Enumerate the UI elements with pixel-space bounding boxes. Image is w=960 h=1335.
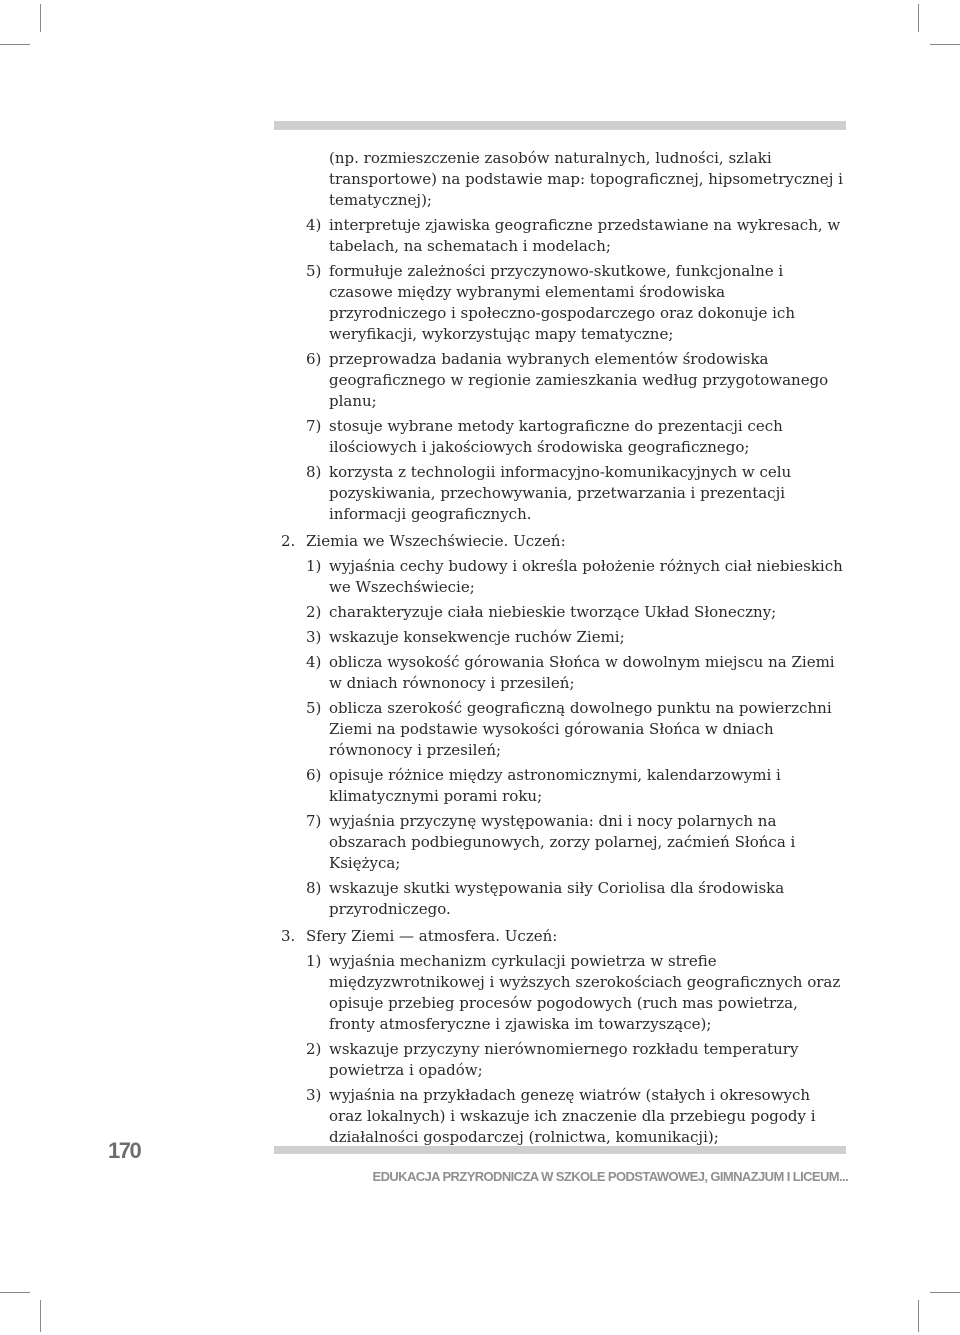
item-text: opisuje różnice między astronomicznymi, kalendarzowymi i klimatycznymi porami roku; [329, 766, 781, 805]
list-item [306, 951, 846, 1035]
item-text: oblicza szerokość geograficzną dowolnego punktu na powierzchni Ziemi na podstawie wysokości górowania Słońca w dniach równonocy i przesileń; [329, 699, 832, 759]
item-number: 2) [306, 1040, 322, 1058]
crop-mark [930, 1292, 960, 1293]
crop-mark [40, 1300, 41, 1332]
item-text: wyjaśnia na przykładach genezę wiatrów (stałych i okresowych oraz lokalnych) i wskazuje ich znaczenie dla przebiegu pogody i działalności gospodarczej (rolnictwa, komunikacji); [329, 1086, 816, 1146]
crop-mark [0, 44, 30, 45]
item-number: 4) [306, 216, 322, 234]
item-number: 6) [306, 766, 322, 784]
list-section-2 [306, 556, 846, 920]
footer-rule [274, 1146, 846, 1154]
item-number: 7) [306, 417, 322, 435]
crop-mark [918, 1300, 919, 1332]
item-number: 3) [306, 628, 322, 646]
item-number: 8) [306, 879, 322, 897]
item-text: wyjaśnia przyczynę występowania: dni i nocy polarnych na obszarach podbiegunowych, zorzy polarnej, zaćmień Słońca i Księżyca; [329, 812, 796, 872]
list-item [306, 1085, 846, 1148]
lead-paragraph: (np. rozmieszczenie zasobów naturalnych, ludności, szlaki transportowe) na podstawie map: topograficznej, hipsometrycznej i tematycznej); [329, 149, 843, 209]
section-2-heading [281, 531, 846, 552]
item-text: stosuje wybrane metody kartograficzne do prezentacji cech ilościowych i jakościowych środowiska geograficznego; [329, 417, 783, 456]
list-item [306, 698, 846, 761]
section-title: Ziemia we Wszechświecie. Uczeń: [306, 532, 566, 550]
list-item [306, 878, 846, 920]
crop-mark [40, 4, 41, 32]
item-text: wyjaśnia mechanizm cyrkulacji powietrza w strefie międzyzwrotnikowej i wyższych szerokościach geograficznych oraz opisuje przebieg procesów pogodowych (ruch mas powietrza, fronty atmosferyczne i zjawiska im towarzyszące); [329, 952, 841, 1033]
item-text: wskazuje skutki występowania siły Coriolisa dla środowiska przyrodniczego. [329, 879, 785, 918]
section-3-heading [281, 926, 846, 947]
list-item [306, 627, 846, 648]
item-text: oblicza wysokość górowania Słońca w dowolnym miejscu na Ziemi w dniach równonocy i przesileń; [329, 653, 835, 692]
crop-mark [918, 4, 919, 32]
page-content [281, 148, 846, 1152]
list-item [306, 261, 846, 345]
list-item [306, 215, 846, 257]
item-text: wskazuje przyczyny nierównomiernego rozkładu temperatury powietrza i opadów; [329, 1040, 799, 1079]
item-text: interpretuje zjawiska geograficzne przedstawiane na wykresach, w tabelach, na schematach i modelach; [329, 216, 841, 255]
section-number: 3. [281, 927, 296, 945]
item-text: przeprowadza badania wybranych elementów środowiska geograficznego w regionie zamieszkania według przygotowanego planu; [329, 350, 829, 410]
item-number: 8) [306, 463, 322, 481]
item-number: 1) [306, 557, 322, 575]
item-text: wyjaśnia cechy budowy i określa położenie różnych ciał niebieskich we Wszechświecie; [329, 557, 843, 596]
list-a [306, 215, 846, 525]
item-text: korzysta z technologii informacyjno-komunikacyjnych w celu pozyskiwania, przechowywania, przetwarzania i prezentacji informacji geograficznych. [329, 463, 792, 523]
list-item [306, 462, 846, 525]
list-item [306, 556, 846, 598]
list-item [306, 1039, 846, 1081]
item-number: 6) [306, 350, 322, 368]
item-number: 1) [306, 952, 322, 970]
list-section-3 [306, 951, 846, 1148]
footer-title: EDUKACJA PRZYRODNICZA W SZKOLE PODSTAWOWEJ, GIMNAZJUM I LICEUM... [372, 1169, 848, 1184]
list-item [306, 349, 846, 412]
list-item [306, 602, 846, 623]
item-number: 3) [306, 1086, 322, 1104]
crop-mark [930, 44, 960, 45]
item-number: 5) [306, 699, 322, 717]
item-number: 7) [306, 812, 322, 830]
section-number: 2. [281, 532, 296, 550]
header-rule [274, 121, 846, 130]
item-text: charakteryzuje ciała niebieskie tworzące Układ Słoneczny; [329, 603, 777, 621]
list-item [306, 811, 846, 874]
item-number: 2) [306, 603, 322, 621]
list-item [306, 765, 846, 807]
item-number: 5) [306, 262, 322, 280]
list-item [306, 652, 846, 694]
crop-mark [0, 1292, 30, 1293]
item-text: formułuje zależności przyczynowo-skutkowe, funkcjonalne i czasowe między wybranymi elementami środowiska przyrodniczego i społeczno-gospodarczego oraz dokonuje ich weryfikacji, wykorzystując mapy tematyczne; [329, 262, 795, 343]
section-title: Sfery Ziemi — atmosfera. Uczeń: [306, 927, 558, 945]
page-number: 170 [108, 1138, 141, 1163]
item-text: wskazuje konsekwencje ruchów Ziemi; [329, 628, 625, 646]
item-number: 4) [306, 653, 322, 671]
list-item [306, 416, 846, 458]
